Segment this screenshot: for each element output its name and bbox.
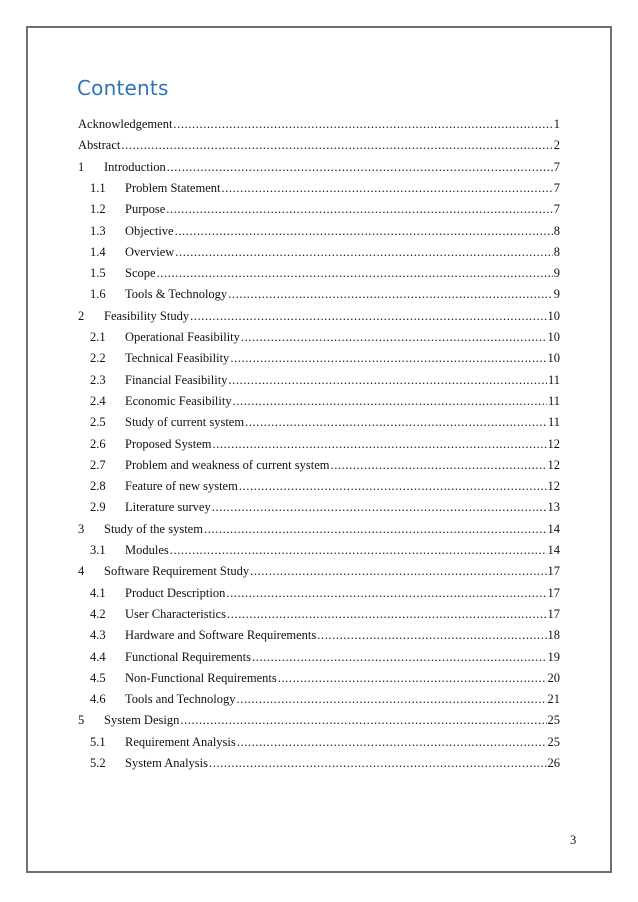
toc-entry[interactable]	[78, 521, 560, 537]
dot-leader	[317, 627, 546, 643]
toc-entry-title: Abstract	[78, 138, 121, 153]
dot-leader	[121, 137, 552, 153]
toc-entry-number: 1.3	[90, 223, 106, 238]
toc-entry-title: Problem and weakness of current system	[125, 457, 330, 472]
toc-entry-title: System Analysis	[125, 756, 208, 770]
toc-entry[interactable]	[90, 393, 560, 409]
toc-entry-title: Study of the system	[104, 521, 203, 536]
dot-leader	[278, 670, 547, 686]
toc-entry[interactable]	[90, 372, 560, 388]
toc-entry-number: 2.4	[90, 393, 106, 408]
toc-entry-number: 4	[78, 564, 85, 579]
toc-entry-page: 18	[547, 628, 560, 643]
toc-entry-number: 2.8	[90, 479, 106, 494]
toc-entry[interactable]	[90, 223, 560, 239]
toc-entry-page: 10	[547, 308, 560, 323]
toc-entry[interactable]	[90, 627, 560, 643]
toc-entry-number: 1.6	[90, 287, 106, 302]
toc-entry-page: 14	[547, 521, 560, 536]
toc-entry-number: 2.7	[90, 457, 106, 472]
dot-leader	[166, 201, 552, 217]
page-number: 3	[570, 833, 577, 847]
toc-entry-title: Acknowledgement	[78, 117, 173, 131]
toc-entry-number: 1	[78, 159, 85, 174]
toc-entry-page: 13	[547, 500, 560, 515]
toc-entry-title: Functional Requirements	[125, 649, 252, 664]
toc-entry-page: 19	[547, 649, 560, 664]
toc-entry[interactable]	[90, 542, 560, 558]
toc-entry-page: 7	[553, 202, 560, 217]
toc-entry-number: 2.2	[90, 351, 106, 366]
toc-entry-number: 1.2	[90, 202, 106, 217]
toc-entry-page: 20	[547, 670, 560, 685]
toc-entry-page: 10	[547, 351, 560, 366]
toc-entry-number: 1.5	[90, 266, 106, 281]
toc-entry-number: 5.1	[90, 734, 106, 749]
toc-entry-number: 1.1	[90, 180, 106, 195]
toc-entry-page: 17	[547, 585, 560, 600]
toc-entry-title: Hardware and Software Requirements	[125, 628, 317, 643]
dot-leader	[250, 563, 546, 579]
toc-entry[interactable]	[90, 265, 560, 281]
toc-entry-page: 7	[553, 159, 560, 174]
toc-entry-page: 10	[547, 330, 560, 344]
toc-entry-page: 14	[547, 543, 560, 557]
toc-entry-page: 12	[547, 479, 560, 494]
dot-leader	[237, 734, 547, 750]
toc-entry-number: 2	[78, 308, 85, 323]
dot-leader	[228, 372, 547, 388]
toc-entry[interactable]	[90, 457, 560, 473]
toc-entry[interactable]	[90, 180, 560, 196]
toc-entry-page: 9	[553, 266, 560, 281]
dot-leader	[157, 265, 553, 281]
toc-entry[interactable]	[78, 137, 560, 153]
toc-entry-page: 1	[553, 117, 560, 131]
toc-entry-title: Software Requirement Study	[104, 564, 250, 579]
toc-entry-page: 8	[553, 223, 560, 238]
toc-entry[interactable]	[90, 585, 560, 601]
toc-entry-title: Product Description	[125, 585, 226, 600]
toc-entry-title: Feature of new system	[125, 479, 238, 494]
toc-entry-title: Purpose	[125, 202, 166, 217]
toc-entry-title: Economic Feasibility	[125, 393, 232, 408]
toc-entry[interactable]	[90, 244, 560, 260]
toc-entry-number: 5.2	[90, 756, 106, 770]
toc-entry[interactable]	[90, 414, 560, 430]
toc-entry-title: Tools and Technology	[125, 692, 236, 707]
toc-entry-number: 2.3	[90, 372, 106, 387]
toc-entry-number: 4.1	[90, 585, 106, 600]
toc-entry[interactable]	[90, 499, 560, 515]
dot-leader	[237, 691, 547, 707]
dot-leader	[209, 755, 547, 771]
toc-entry-title: Scope	[125, 266, 156, 281]
toc-entry[interactable]	[90, 436, 560, 452]
toc-entry-title: System Design	[104, 713, 180, 728]
dot-leader	[167, 159, 553, 175]
toc-entry-title: Non-Functional Requirements	[125, 670, 277, 685]
toc-entry[interactable]	[90, 478, 560, 494]
toc-entry-page: 11	[547, 393, 560, 408]
toc-entry-title: Tools & Technology	[125, 287, 228, 302]
toc-entry-page: 2	[553, 138, 560, 153]
toc-entry-number: 4.5	[90, 670, 106, 685]
dot-leader	[233, 393, 547, 409]
toc-entry-number: 3	[78, 521, 85, 536]
dot-leader	[230, 350, 546, 366]
toc-entry-title: Operational Feasibility	[125, 330, 240, 344]
toc-entry-title: Requirement Analysis	[125, 734, 236, 749]
toc-entry-page: 8	[553, 244, 560, 259]
toc-entry[interactable]	[90, 201, 560, 217]
dot-leader	[227, 606, 546, 622]
dot-leader	[239, 478, 547, 494]
dot-leader	[175, 223, 553, 239]
toc-entry-number: 5	[78, 713, 85, 728]
toc-entry[interactable]	[90, 734, 560, 750]
toc-entry-number: 2.1	[90, 330, 106, 344]
toc-entry-page: 17	[547, 606, 560, 621]
dot-leader	[241, 329, 547, 345]
toc-entry-title: Feasibility Study	[104, 308, 190, 323]
dot-leader	[226, 585, 546, 601]
toc-entry-page: 9	[553, 287, 560, 302]
contents-heading: Contents	[77, 76, 169, 100]
toc-entry-page: 17	[547, 564, 560, 579]
toc-entry-title: Modules	[125, 543, 169, 557]
toc-entry-number: 4.2	[90, 606, 106, 621]
dot-leader	[212, 436, 546, 452]
toc-entry[interactable]	[78, 563, 560, 579]
toc-entry-title: Literature survey	[125, 500, 211, 515]
toc-entry-number: 1.4	[90, 244, 106, 259]
dot-leader	[221, 180, 552, 196]
toc-entry[interactable]	[78, 116, 560, 132]
dot-leader	[252, 649, 546, 665]
toc-entry-page: 7	[553, 180, 560, 195]
toc-entry-page: 21	[547, 692, 560, 707]
toc-entry[interactable]	[90, 649, 560, 665]
dot-leader	[173, 116, 552, 132]
dot-leader	[170, 542, 547, 558]
toc-entry[interactable]	[90, 755, 560, 771]
toc-entry-title: Technical Feasibility	[125, 351, 230, 366]
toc-entry-number: 2.9	[90, 500, 106, 515]
toc-entry-number: 2.6	[90, 436, 106, 451]
toc-entry[interactable]	[90, 350, 560, 366]
toc-entry-page: 11	[547, 372, 560, 387]
toc-entry-number: 3.1	[90, 543, 106, 557]
toc-entry[interactable]	[90, 691, 560, 707]
toc-entry-title: Problem Statement	[125, 180, 221, 195]
toc-entry[interactable]	[90, 286, 560, 302]
toc-entry[interactable]	[78, 712, 560, 728]
toc-entry-page: 26	[547, 756, 560, 770]
toc-entry-page: 25	[547, 734, 560, 749]
toc-entry[interactable]	[90, 670, 560, 686]
toc-entry-title: Introduction	[104, 159, 166, 174]
dot-leader	[175, 244, 552, 260]
toc-entry[interactable]	[78, 308, 560, 324]
toc-entry-title: User Characteristics	[125, 606, 227, 621]
dot-leader	[190, 308, 546, 324]
toc-entry-number: 4.6	[90, 692, 106, 707]
toc-entry[interactable]	[90, 606, 560, 622]
toc-entry-title: Study of current system	[125, 415, 245, 430]
toc-entry-page: 12	[547, 436, 560, 451]
toc-entry-page: 25	[547, 713, 560, 728]
toc-entry[interactable]	[78, 159, 560, 175]
toc-entry-title: Objective	[125, 223, 174, 238]
toc-entry-page: 12	[547, 457, 560, 472]
dot-leader	[245, 414, 547, 430]
toc-entry-title: Overview	[125, 244, 175, 259]
dot-leader	[180, 712, 546, 728]
toc-entry-title: Proposed System	[125, 436, 212, 451]
toc-entry-number: 4.3	[90, 628, 106, 643]
toc-entry[interactable]	[90, 329, 560, 345]
toc-entry-title: Financial Feasibility	[125, 372, 228, 387]
toc-entry-number: 4.4	[90, 649, 106, 664]
dot-leader	[204, 521, 547, 537]
toc-entry-page: 11	[547, 415, 560, 430]
dot-leader	[228, 286, 553, 302]
dot-leader	[212, 499, 547, 515]
dot-leader	[330, 457, 546, 473]
toc-entry-number: 2.5	[90, 415, 106, 430]
